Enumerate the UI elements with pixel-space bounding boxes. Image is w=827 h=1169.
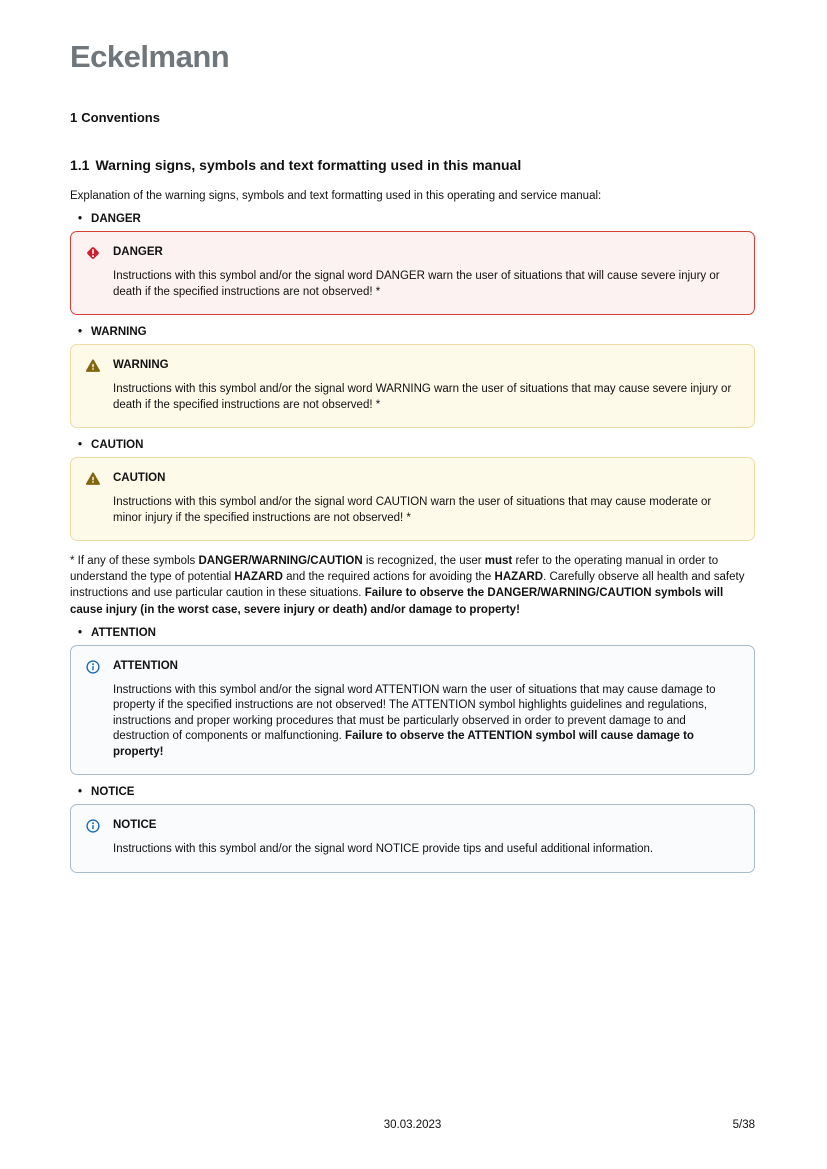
danger-callout-title: DANGER xyxy=(113,246,163,258)
bullet-item-attention: • ATTENTION xyxy=(70,626,755,641)
bullet-item-notice: • NOTICE xyxy=(70,785,755,800)
attention-callout-box xyxy=(70,645,755,776)
warning-callout-title: WARNING xyxy=(113,359,169,371)
section-number: 1 xyxy=(70,110,78,125)
warning-callout-content xyxy=(113,358,738,413)
subsection-heading xyxy=(70,157,755,173)
caution-callout-body: Instructions with this symbol and/or the signal word CAUTION warn the user of situations that may cause moderate or minor injury if the specified instructions are not observed! * xyxy=(113,496,712,524)
danger-callout-content xyxy=(113,245,738,300)
info-circle-icon xyxy=(85,659,113,675)
danger-callout-body: Instructions with this symbol and/or the signal word DANGER warn the user of situations that will cause severe injury or death if the specified instructions are not observed! * xyxy=(113,270,720,298)
warning-callout-box xyxy=(70,344,755,428)
caution-callout-box xyxy=(70,457,755,541)
footer-date: 30.03.2023 xyxy=(383,1119,442,1131)
info-circle-icon xyxy=(85,818,113,834)
attention-callout-title: ATTENTION xyxy=(113,659,178,672)
caution-callout-title: CAUTION xyxy=(113,472,166,484)
notice-callout-content xyxy=(113,818,738,858)
hazard-footnote-paragraph: * If any of these symbols DANGER/WARNING/CAUTION is recognized, the user must refer to the operating manual in order to understand the type of potential HAZARD and the required actions for avoiding the HAZARD. Carefully observe all health and safety instructions and use particular caution in these situations. Failure to observe the DANGER/WARNING/CAUTION symbols will cause injury (in the worst case, severe injury or death) and/or damage to property! xyxy=(70,555,745,616)
bullet-item-warning: • WARNING xyxy=(70,325,755,340)
subsection-number: 1.1 xyxy=(70,157,90,173)
section-title: Conventions xyxy=(81,110,160,125)
danger-callout-box xyxy=(70,231,755,315)
intro-paragraph: Explanation of the warning signs, symbols and text formatting used in this operating and service manual: xyxy=(70,190,602,202)
subsection-title: Warning signs, symbols and text formatting used in this manual xyxy=(95,157,522,173)
notice-callout-title: NOTICE xyxy=(113,819,157,832)
danger-diamond-icon xyxy=(85,245,113,261)
eckelmann-logo: Eckelmann xyxy=(70,39,230,74)
caution-callout-content xyxy=(113,471,738,526)
warning-callout-body: Instructions with this symbol and/or the signal word WARNING warn the user of situations that may cause severe injury or death if the specified instructions are not observed! * xyxy=(113,383,732,411)
notice-callout-box xyxy=(70,804,755,873)
warning-triangle-icon xyxy=(85,471,113,487)
warning-triangle-icon xyxy=(85,358,113,374)
bullet-item-danger: • DANGER xyxy=(70,212,755,227)
bullet-item-caution: • CAUTION xyxy=(70,438,755,453)
footer-page-number: 5/38 xyxy=(732,1119,755,1131)
attention-callout-content xyxy=(113,659,738,761)
attention-callout-body: Instructions with this symbol and/or the signal word ATTENTION warn the user of situations that may cause damage to property if the specified instructions are not observed! The ATTENTION symbol highlights guidelines and regulations, instructions and proper working procedures that must be particularly observed in order to prevent damage to and destruction of components or malfunctioning. Failure to observe the ATTENTION symbol will cause damage to property! xyxy=(113,683,716,758)
notice-callout-body: Instructions with this symbol and/or the signal word NOTICE provide tips and useful additional information. xyxy=(113,843,654,856)
section-heading xyxy=(70,111,755,125)
